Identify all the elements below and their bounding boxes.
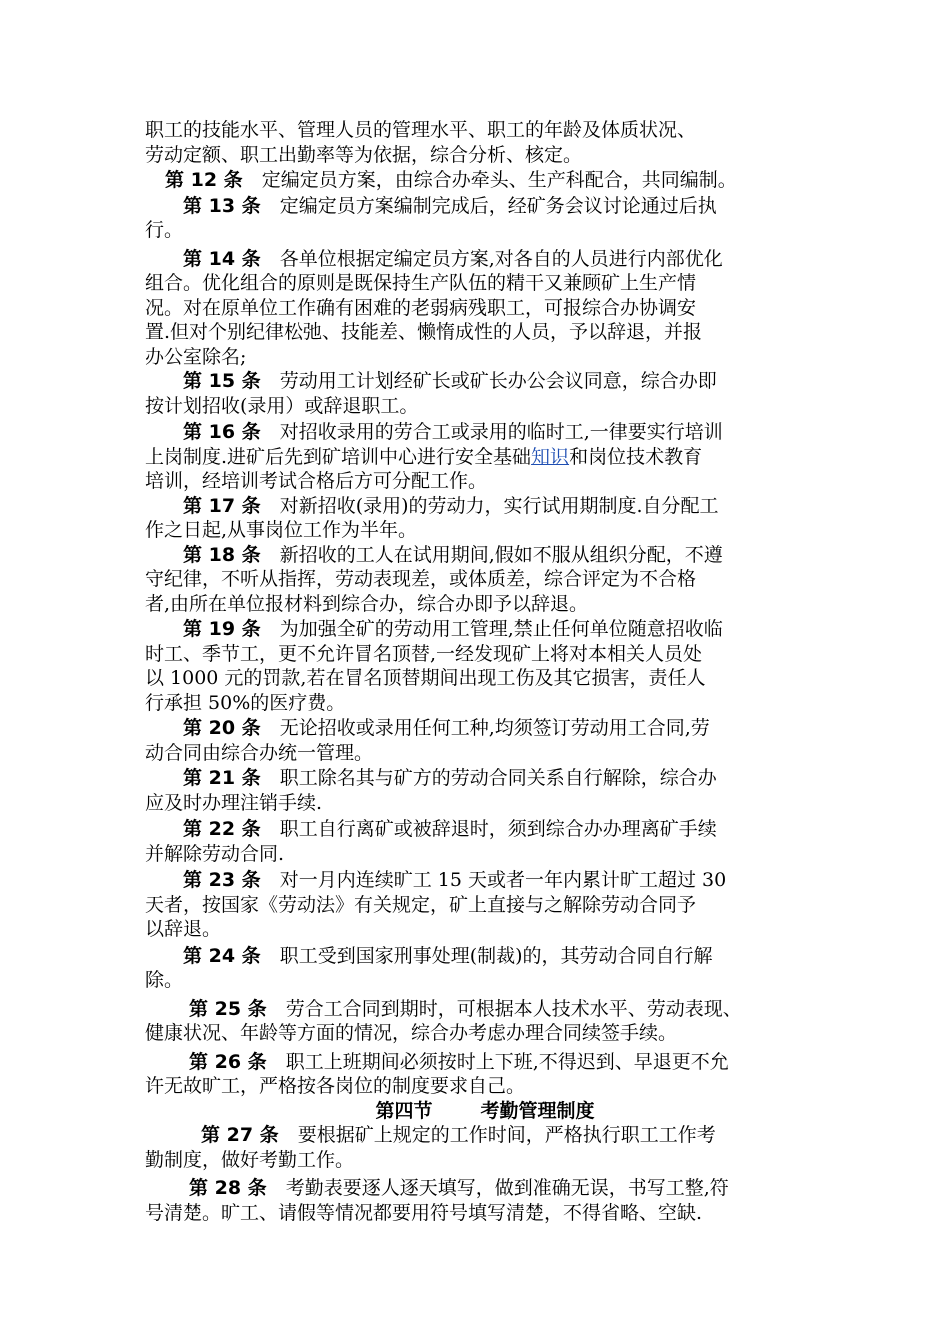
article-text: 号清楚。旷工、请假等情况都要用符号填写清楚，不得省略、空缺. — [145, 1201, 703, 1224]
article-label: 第 27 条 — [201, 1124, 279, 1146]
article-text: 办公室除名; — [145, 345, 247, 368]
article-label: 第 23 条 — [183, 869, 261, 891]
article-16 — [145, 420, 825, 494]
article-text: 考勤表要逐人逐天填写，做到准确无误，书写工整,符 — [285, 1177, 729, 1199]
article-27 — [145, 1123, 825, 1172]
article-text: 上岗制度.进矿后先到矿培训中心进行安全基础 — [145, 445, 532, 468]
article-text: 职工上班期间必须按时上下班,不得迟到、早退更不允 — [285, 1050, 729, 1073]
article-text: 并解除劳动合同. — [145, 842, 285, 865]
intro-line: 职工的技能水平、管理人员的管理水平、职工的年龄及体质状况、 — [145, 119, 697, 141]
article-text: 对一月内连续旷工 15 天或者一年内累计旷工超过 30 — [279, 869, 727, 891]
article-text: 按计划招收(录用）或辞退职工。 — [145, 394, 419, 417]
article-text: 为加强全矿的劳动用工管理,禁止任何单位随意招收临 — [279, 618, 723, 640]
article-label: 第 12 条 — [165, 169, 243, 191]
article-13 — [145, 194, 825, 243]
document-page — [145, 118, 825, 1225]
article-20 — [145, 716, 825, 765]
article-text: 定编定员方案，由综合办牵头、生产科配合，共同编制。 — [261, 169, 737, 191]
article-label: 第 17 条 — [183, 494, 261, 517]
article-label: 第 18 条 — [183, 543, 261, 566]
knowledge-link[interactable]: 知识 — [531, 445, 570, 468]
article-24 — [145, 944, 825, 993]
article-label: 第 14 条 — [183, 247, 261, 270]
article-text: 对新招收(录用)的劳动力，实行试用期制度.自分配工 — [279, 494, 719, 517]
article-text: 各单位根据定编定员方案,对各自的人员进行内部优化 — [279, 247, 723, 270]
article-22 — [145, 817, 825, 866]
article-label: 第 20 条 — [183, 717, 261, 739]
article-text: 况。对在原单位工作确有困难的老弱病残职工，可报综合办协调安 — [145, 296, 697, 319]
article-text: 行承担 50%的医疗费。 — [145, 691, 346, 714]
article-text: 守纪律，不听从指挥，劳动表现差，或体质差，综合评定为不合格 — [145, 568, 697, 590]
article-text: 天者，按国家《劳动法》有关规定，矿上直接与之解除劳动合同予 — [145, 893, 697, 916]
article-text: 健康状况、年龄等方面的情况，综合办考虑办理合同续签手续。 — [145, 1022, 678, 1044]
article-text: 置.但对个别纪律松弛、技能差、懒惰成性的人员，予以辞退，并报 — [145, 321, 703, 343]
article-text: 培训，经培训考试合格后方可分配工作。 — [145, 470, 488, 492]
article-label: 第 25 条 — [189, 997, 267, 1020]
article-text: 勤制度，做好考勤工作。 — [145, 1148, 355, 1171]
article-12 — [145, 168, 825, 193]
article-18 — [145, 543, 825, 617]
intro-line: 劳动定额、职工出勤率等为依据，综合分析、核定。 — [145, 143, 583, 166]
article-19 — [145, 617, 825, 715]
article-text: 定编定员方案编制完成后，经矿务会议讨论通过后执 — [279, 194, 717, 217]
article-text: 劳动用工计划经矿长或矿长办公会议同意，综合办即 — [279, 370, 717, 392]
article-label: 第 15 条 — [183, 370, 261, 392]
article-text: 和岗位技术教育 — [569, 445, 703, 468]
section-number: 第四节 — [375, 1099, 433, 1122]
article-text: 者,由所在单位报材料到综合办，综合办即予以辞退。 — [145, 592, 589, 615]
article-text: 对招收录用的劳合工或录用的临时工,一律要实行培训 — [279, 421, 723, 443]
article-label: 第 19 条 — [183, 618, 261, 640]
article-17 — [145, 494, 825, 543]
article-text: 职工自行离矿或被辞退时，须到综合办办理离矿手续 — [279, 818, 717, 840]
article-label: 第 22 条 — [183, 818, 261, 840]
article-label: 第 16 条 — [183, 421, 261, 443]
article-15 — [145, 369, 825, 418]
article-text: 除。 — [145, 969, 184, 991]
article-text: 劳合工合同到期时，可根据本人技术水平、劳动表现、 — [285, 997, 742, 1020]
article-26 — [145, 1050, 825, 1099]
article-text: 职工受到国家刑事处理(制裁)的，其劳动合同自行解 — [279, 944, 713, 967]
article-text: 以 1000 元的罚款,若在冒名顶替期间出现工伤及其它损害，责任人 — [145, 667, 706, 689]
article-21 — [145, 766, 825, 815]
article-text: 时工、季节工，更不允许冒名顶替,一经发现矿上将对本相关人员处 — [145, 642, 703, 665]
article-28 — [145, 1176, 825, 1225]
article-label: 第 21 条 — [183, 767, 261, 789]
article-14 — [145, 247, 825, 370]
section-heading — [145, 1099, 825, 1124]
article-text: 职工除名其与矿方的劳动合同关系自行解除，综合办 — [279, 767, 717, 789]
article-25 — [145, 997, 825, 1046]
article-label: 第 13 条 — [183, 194, 261, 217]
article-label: 第 26 条 — [189, 1050, 267, 1073]
article-text: 行。 — [145, 219, 184, 241]
article-text: 要根据矿上规定的工作时间，严格执行职工工作考 — [297, 1124, 716, 1146]
article-text: 动合同由综合办统一管理。 — [145, 741, 374, 764]
article-text: 作之日起,从事岗位工作为半年。 — [145, 519, 418, 541]
article-label: 第 28 条 — [189, 1177, 267, 1199]
article-23 — [145, 868, 825, 942]
article-text: 以辞退。 — [145, 918, 222, 940]
article-text: 应及时办理注销手续. — [145, 791, 323, 814]
section-title: 考勤管理制度 — [480, 1099, 595, 1122]
article-text: 组合。优化组合的原则是既保持生产队伍的精干又兼顾矿上生产情 — [145, 272, 697, 294]
article-text: 无论招收或录用任何工种,均须签订劳动用工合同,劳 — [279, 717, 710, 739]
article-text: 许无故旷工，严格按各岗位的制度要求自己。 — [145, 1075, 526, 1097]
article-label: 第 24 条 — [183, 944, 261, 967]
article-text: 新招收的工人在试用期间,假如不服从组织分配，不遵 — [279, 543, 723, 566]
